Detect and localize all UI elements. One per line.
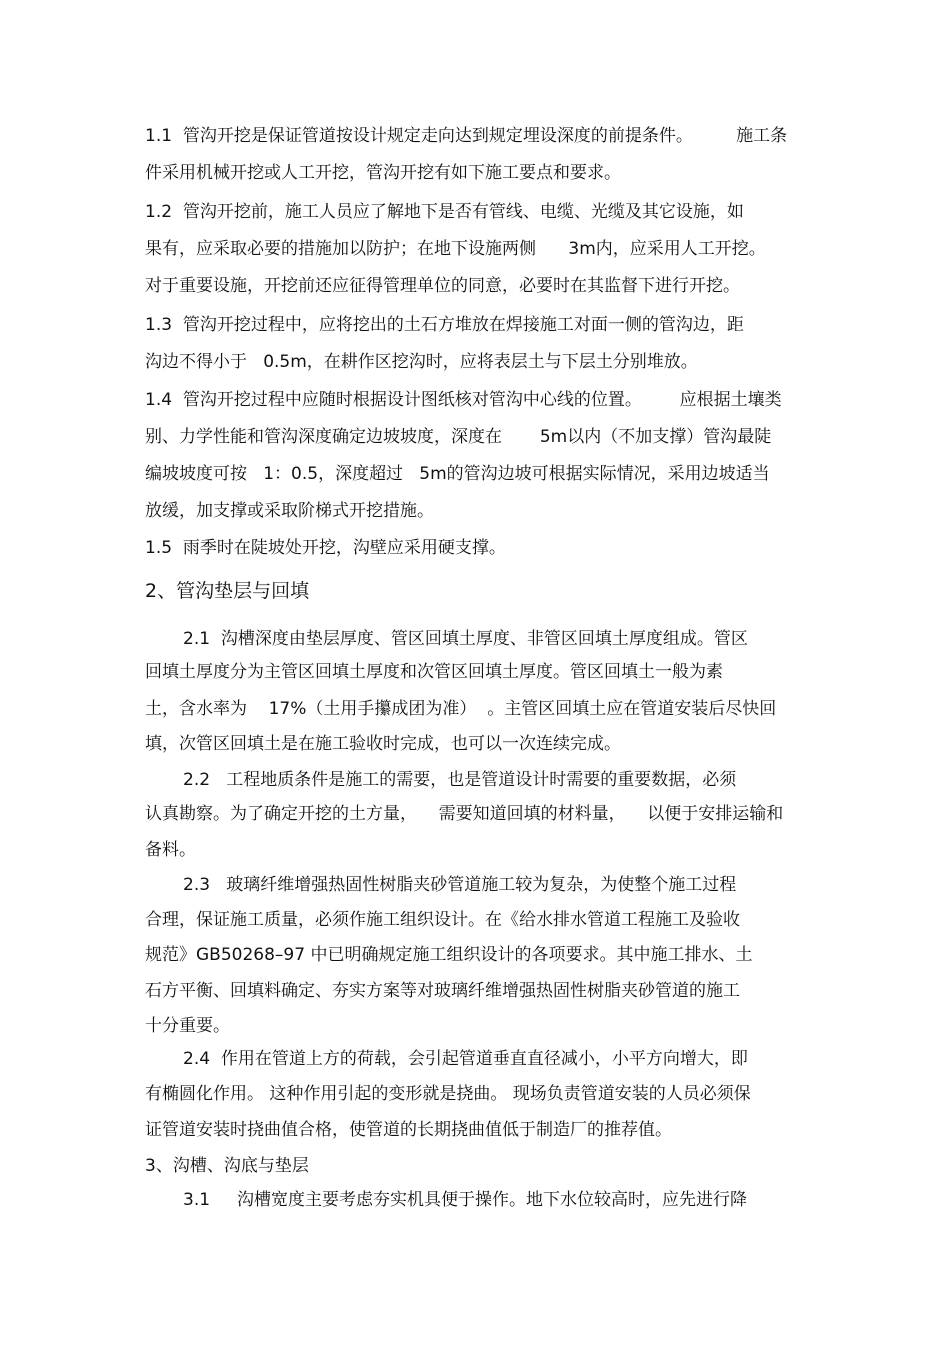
paragraph-2-1-line-1: 2.1 沟槽深度由垫层厚度、管区回填土厚度、非管区回填土厚度组成。管区 bbox=[183, 629, 748, 649]
paragraph-2-2-line-1: 2.2 工程地质条件是施工的需要，也是管道设计时需要的重要数据，必须 bbox=[183, 770, 737, 790]
paragraph-1-5: 1.5 雨季时在陡坡处开挖，沟壁应采用硬支撑。 bbox=[145, 538, 506, 558]
paragraph-1-3-line-2: 沟边不得小于 0.5m，在耕作区挖沟时，应将表层土与下层土分别堆放。 bbox=[145, 352, 698, 372]
paragraph-2-1-line-4: 填，次管区回填土是在施工验收时完成，也可以一次连续完成。 bbox=[145, 734, 621, 754]
paragraph-2-3-line-1: 2.3 玻璃纤维增强热固性树脂夹砂管道施工较为复杂，为使整个施工过程 bbox=[183, 875, 737, 895]
paragraph-2-1-line-2: 回填土厚度分为主管区回填土厚度和次管区回填土厚度。管区回填土一般为素 bbox=[145, 662, 723, 682]
paragraph-1-1-line-1: 1.1 管沟开挖是保证管道按设计规定走向达到规定埋设深度的前提条件。 施工条 bbox=[145, 126, 788, 146]
paragraph-1-1-line-2: 件采用机械开挖或人工开挖，管沟开挖有如下施工要点和要求。 bbox=[145, 163, 621, 183]
paragraph-1-2-line-1: 1.2 管沟开挖前，施工人员应了解地下是否有管线、电缆、光缆及其它设施，如 bbox=[145, 202, 744, 222]
paragraph-1-2-line-3: 对于重要设施，开挖前还应征得管理单位的同意，必要时在其监督下进行开挖。 bbox=[145, 276, 740, 296]
paragraph-1-4-line-4: 放缓，加支撑或采取阶梯式开挖措施。 bbox=[145, 501, 434, 521]
paragraph-2-2-line-3: 备料。 bbox=[145, 840, 196, 860]
paragraph-3-1-line-1: 3.1 沟槽宽度主要考虑夯实机具便于操作。地下水位较高时，应先进行降 bbox=[183, 1190, 748, 1210]
paragraph-2-4-line-3: 证管道安装时挠曲值合格，使管道的长期挠曲值低于制造厂的推荐值。 bbox=[145, 1120, 672, 1140]
paragraph-2-3-line-2: 合理，保证施工质量，必须作施工组织设计。在《给水排水管道工程施工及验收 bbox=[145, 910, 740, 930]
paragraph-1-3-line-1: 1.3 管沟开挖过程中，应将挖出的土石方堆放在焊接施工对面一侧的管沟边，距 bbox=[145, 315, 744, 335]
section-heading-2: 2、管沟垫层与回填 bbox=[145, 580, 310, 602]
paragraph-2-4-line-2: 有椭圆化作用。 这种作用引起的变形就是挠曲。 现场负责管道安装的人员必须保 bbox=[145, 1084, 751, 1104]
paragraph-2-2-line-2: 认真勘察。为了确定开挖的土方量， 需要知道回填的材料量， 以便于安排运输和 bbox=[145, 804, 784, 824]
paragraph-2-3-line-3: 规范》GB50268–97 中已明确规定施工组织设计的各项要求。其中施工排水、土 bbox=[145, 945, 753, 965]
paragraph-1-4-line-3: 编坡坡度可按 1：0.5，深度超过 5m的管沟边坡可根据实际情况，采用边坡适当 bbox=[145, 464, 770, 484]
paragraph-2-3-line-4: 石方平衡、回填料确定、夯实方案等对玻璃纤维增强热固性树脂夹砂管道的施工 bbox=[145, 981, 740, 1001]
section-heading-3: 3、沟槽、沟底与垫层 bbox=[145, 1156, 309, 1176]
paragraph-1-2-line-2: 果有，应采取必要的措施加以防护；在地下设施两侧 3m内，应采用人工开挖。 bbox=[145, 239, 766, 259]
paragraph-1-4-line-2: 别、力学性能和管沟深度确定边坡坡度，深度在 5m以内（不加支撑）管沟最陡 bbox=[145, 427, 772, 447]
paragraph-2-3-line-5: 十分重要。 bbox=[145, 1016, 230, 1036]
paragraph-2-4-line-1: 2.4 作用在管道上方的荷载，会引起管道垂直直径减小，小平方向增大，即 bbox=[183, 1049, 748, 1069]
paragraph-2-1-line-3: 土，含水率为 17%（土用手攥成团为准） 。主管区回填土应在管道安装后尽快回 bbox=[145, 699, 777, 719]
paragraph-1-4-line-1: 1.4 管沟开挖过程中应随时根据设计图纸核对管沟中心线的位置。 应根据土壤类 bbox=[145, 390, 782, 410]
